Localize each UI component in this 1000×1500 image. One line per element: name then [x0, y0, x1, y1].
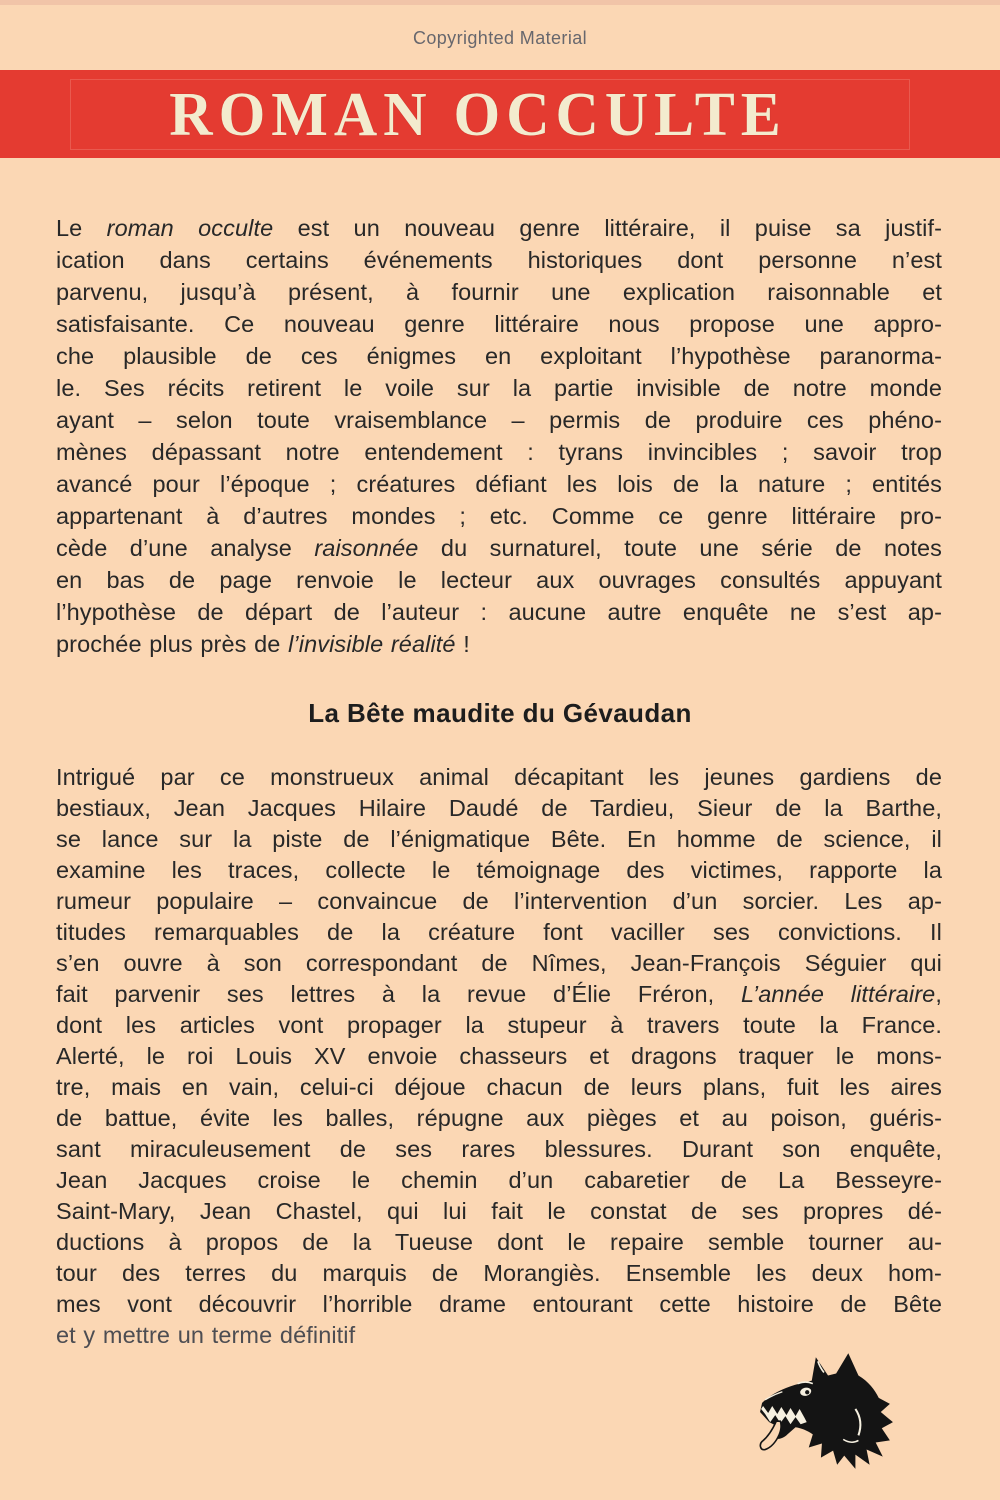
text-line: sant miraculeusement de ses rares blessures. Durant son enquête, [56, 1136, 942, 1162]
text-line: ayant – selon toute vraisemblance – permis de produire ces phéno- [56, 407, 942, 433]
text-line: s’en ouvre à son correspondant de Nîmes, Jean-François Séguier qui [56, 950, 942, 976]
copyright-notice: Copyrighted Material [412, 28, 588, 48]
text-line: ductions à propos de la Tueuse dont le repaire semble tourner au- [56, 1229, 942, 1255]
title-banner [0, 70, 1000, 158]
text-line: tre, mais en vain, celui-ci déjoue chacun de leurs plans, fuit les aires [56, 1074, 942, 1100]
page-title: ROMAN OCCULTE [169, 78, 787, 149]
text-line: se lance sur la piste de l’énigmatique Bête. En homme de science, il [56, 826, 942, 852]
section-heading: La Bête maudite du Gévaudan [308, 698, 692, 728]
text-line: titudes remarquables de la créature font vaciller ses convictions. Il [56, 919, 942, 945]
text-line: bestiaux, Jean Jacques Hilaire Daudé de Tardieu, Sieur de la Barthe, [56, 795, 942, 821]
text-line: ication dans certains événements historiques dont personne n’est [56, 247, 942, 273]
text-line: satisfaisante. Ce nouveau genre littéraire nous propose une appro- [56, 311, 942, 337]
text-line: en bas de page renvoie le lecteur aux ouvrages consultés appuyant [56, 567, 942, 593]
story-paragraph [56, 762, 942, 1351]
text-line: examine les traces, collecte le témoignage des victimes, rapporte la [56, 857, 942, 883]
text-line: dont les articles vont propager la stupeur à travers toute la France. [56, 1012, 942, 1038]
text-line: appartenant à d’autres mondes ; etc. Comme ce genre littéraire pro- [56, 503, 942, 529]
text-line: l’hypothèse de départ de l’auteur : aucune autre enquête ne s’est ap- [56, 599, 942, 625]
wolf-head-icon [756, 1350, 898, 1470]
text-line: cède d’une analyse raisonnée du surnaturel, toute une série de notes [56, 535, 942, 561]
text-line: parvenu, jusqu’à présent, à fournir une explication raisonnable et [56, 279, 942, 305]
text-line: Alerté, le roi Louis XV envoie chasseurs et dragons traquer le mons- [56, 1043, 942, 1069]
text-line: Jean Jacques croise le chemin d’un cabaretier de La Besseyre- [56, 1167, 942, 1193]
text-line: mes vont découvrir l’horrible drame entourant cette histoire de Bête [56, 1291, 942, 1317]
text-line: le. Ses récits retirent le voile sur la partie invisible de notre monde [56, 375, 942, 401]
text-line: rumeur populaire – convaincue de l’intervention d’un sorcier. Les ap- [56, 888, 942, 914]
text-line: prochée plus près de l’invisible réalité ! [56, 631, 470, 657]
text-line: che plausible de ces énigmes en exploitant l’hypothèse paranorma- [56, 343, 942, 369]
text-line: de battue, évite les balles, répugne aux pièges et au poison, guéris- [56, 1105, 942, 1131]
text-line: fait parvenir ses lettres à la revue d’Élie Fréron, L’année littéraire, [56, 981, 942, 1007]
intro-paragraph [56, 212, 942, 660]
text-line: mènes dépassant notre entendement : tyrans invincibles ; savoir trop [56, 439, 942, 465]
text-line: et y mettre un terme définitif [56, 1322, 356, 1348]
text-line: avancé pour l’époque ; créatures défiant les lois de la nature ; entités [56, 471, 942, 497]
text-line: Le roman occulte est un nouveau genre littéraire, il puise sa justif- [56, 215, 942, 241]
text-line: tour des terres du marquis de Morangiès. Ensemble les deux hom- [56, 1260, 942, 1286]
text-line: Saint-Mary, Jean Chastel, qui lui fait le constat de ses propres dé- [56, 1198, 942, 1224]
text-line: Intrigué par ce monstrueux animal décapitant les jeunes gardiens de [56, 764, 942, 790]
